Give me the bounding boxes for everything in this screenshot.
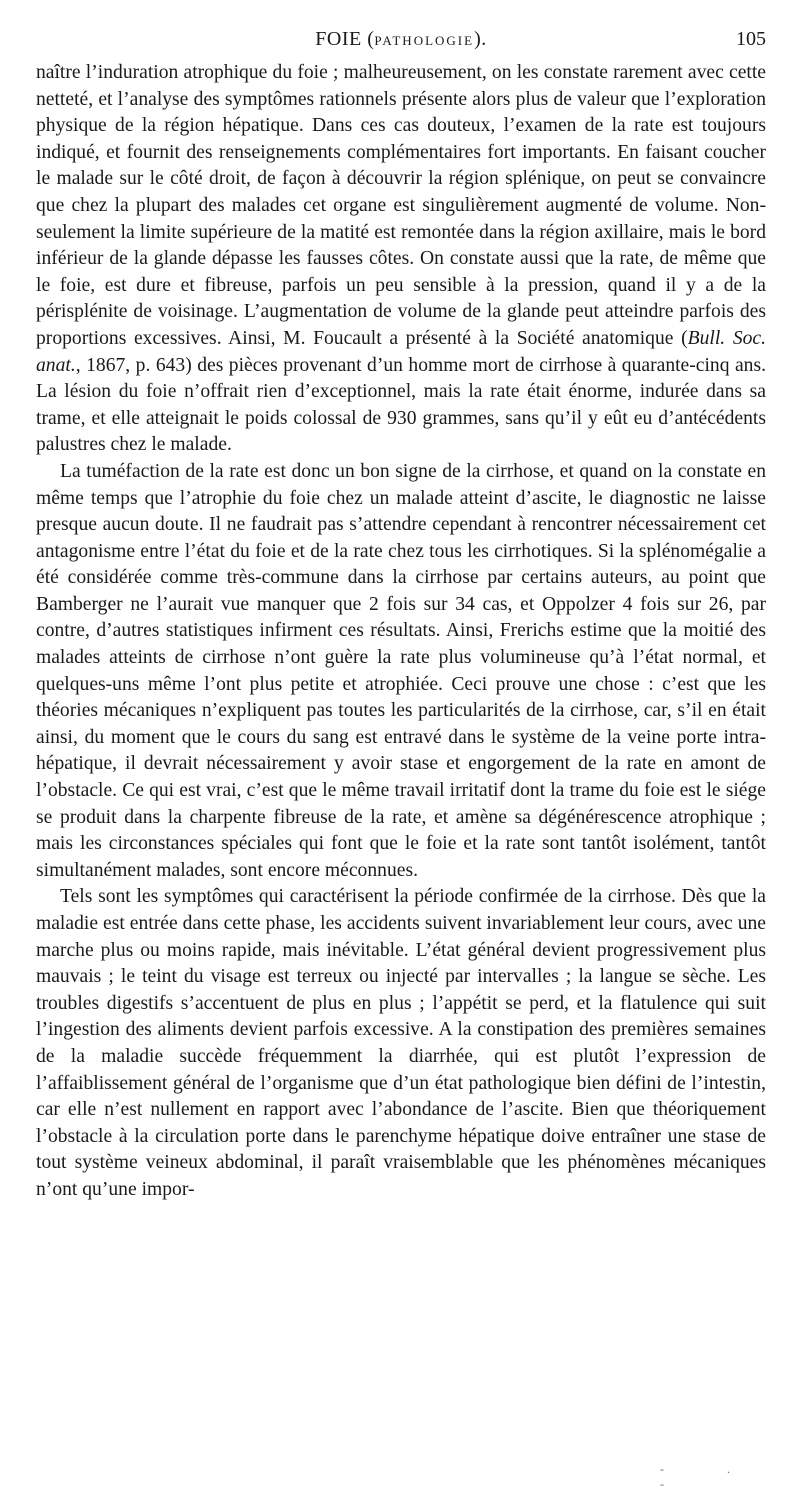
page-number: 105 — [736, 28, 766, 50]
text-run: naître l’induration atrophique du foie ; malheureusement, on les constate rarement avec cette netteté, et l’analyse des symptômes rationnels présente alors plus de valeur que l’exploration physique de la région hépatique. Dans ces cas douteux, l’examen de la rate est toujours indiqué, et fournit des renseignements complémentaires fort importants. En faisant coucher le malade sur le côté droit, de façon à découvrir la région splénique, on peut se convaincre que chez la plupart des malades cet organe est singulièrement augmenté de volume. Non-seulement la limite supérieure de la matité est remontée dans la région axillaire, mais le bord inférieur de la glande dépasse les fausses côtes. On constate aussi que la rate, de même que le foie, est dure et fibreuse, parfois un peu sensible à la pression, quand il y a de la périsplénite de voisinage. L’augmentation de volume de la glande peut atteindre parfois des proportions excessives. Ainsi, M. Foucault a présenté à la Société anatomique ( — [36, 62, 766, 349]
text-run: , 1867, p. 643) des pièces provenant d’un homme mort de cirrhose à quarante-cinq ans. La lésion du foie n’offrait rien d’exceptionnel, mais la rate était énorme, indurée dans sa trame, et elle atteignait le poids colossal de 930 grammes, sans qu’il y eût eu d’antécédents palustres chez le malade. — [36, 354, 766, 456]
text-run: Tels sont les symptômes qui caractérisent la période confirmée de la cirrhose. Dès que la maladie est entrée dans cette phase, les accidents suivent invariablement leur cours, avec une marche plus ou moins rapide, mais inévitable. L’état général devient progressivement plus mauvais ; le teint du visage est terreux ou injecté par intervalles ; la langue se sèche. Les troubles digestifs s’accentuent de plus en plus ; l’appétit se perd, et la flatulence qui suit l’ingestion des aliments devient parfois excessive. A la constipation des premières semaines de la maladie succède fréquemment la diarrhée, qui est plutôt l’expression de l’affaiblissement général de l’organisme que d’un état pathologique bien défini de l’intestin, car elle n’est nullement en rapport avec l’abondance de l’ascite. Bien que théoriquement l’obstacle à la circulation porte dans le parenchyme hépatique doive entraîner une stase de tout système veineux abdominal, il paraît vraisemblable que les phénomènes mécaniques n’ont qu’une impor- — [36, 886, 766, 1200]
text-run: La tuméfaction de la rate est donc un bon signe de la cirrhose, et quand on la constate en même temps que l’atrophie du foie chez un malade atteint d’ascite, le diagnostic ne laisse presque aucun doute. Il ne faudrait pas s’attendre cependant à rencontrer nécessairement cet antagonisme entre l’état du foie et de la rate chez tous les cirrhotiques. Si la splénomégalie a été considérée comme très-commune dans la cirrhose par certains auteurs, au point que Bamberger ne l’aurait vue manquer que 2 fois sur 34 cas, et Oppolzer 4 fois sur 26, par contre, d’autres statistiques infirment ces résultats. Ainsi, Frerichs estime que la moitié des malades atteints de cirrhose n’ont guère la rate plus volumineuse qu’à l’état normal, et quelques-uns même l’ont plus petite et atrophiée. Ceci prouve une chose : c’est que les théories mécaniques n’expliquent pas toutes les particularités de la cirrhose, car, s’il en était ainsi, du moment que le cours du sang est entravé dans le système de la veine porte intra-hépatique, il devrait nécessairement y avoir stase et engorgement de la rate en amont de l’obstacle. Ce qui est vrai, c’est que le même travail irritatif dont la trame du foie est le siége se produit dans la charpente fibreuse de la rate, et amène sa dégénérescence atrophique ; mais les circonstances spéciales qui font que le foie et la rate sont tantôt isolément, tantôt simultanément malades, sont encore méconnues. — [36, 460, 766, 881]
running-header — [36, 28, 766, 58]
book-page — [36, 28, 766, 1204]
title-sub: PATHOLOGIE — [374, 33, 475, 48]
title-main: FOIE — [315, 28, 362, 50]
paragraph-3 — [36, 884, 766, 1203]
footer-marks: - . - — [660, 1462, 760, 1491]
paragraph-2 — [36, 459, 766, 885]
paragraph-1 — [36, 60, 766, 459]
running-title: FOIE (PATHOLOGIE). — [315, 28, 487, 50]
body-text — [36, 60, 766, 1204]
italic-citation: Bull. Soc. anat. — [36, 327, 767, 376]
